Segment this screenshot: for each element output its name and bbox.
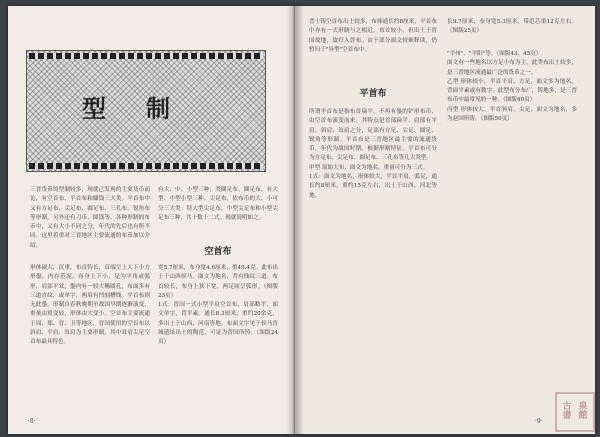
banner-bottom-border: [29, 163, 263, 169]
stamp-char: 古: [562, 402, 572, 412]
right-column-2-text: "平州"、"平阳"等。（图版43、45页） 面文有一些地名以方足小布为主，此类布出土较多，是三晋地区流通最广泛的货币之一。 乙型 形体较小，平首平肩，方足，面文多为地名，背面平素或有数字。此型布分布广，铸地多，是三晋布币中最常见的一种。（图版40页） 丙型 形体较大，平首斜肩，尖足，面文为地名，多为赵国所铸。（图版50页）: [447, 51, 577, 123]
column-1-text: 形体硕大，沉重，布首特长，首端呈上大下小方形銎，内存范泥，布身上下小，足为平角或弧形，肩部平耸，銎内有一较大椭圆孔，布面多有三道直纹，或单字，两肩有凹刻槽线。平首布则无此銎。形制自春秋晚期至战国早期逐渐演变，重量由重变轻，形体由大变小。空首布主要流通于周、郑、晋、卫等地区，晋国使用的空首布以斜肩、平肩、耸肩为主要形制，其中耸肩尖足空首布最具特色。: [30, 265, 150, 346]
top-paragraph: 晋土铸空首布出土较多，布体通长约8厘米，平首布中亦有一式形制与之相近，布首较小，但出土于晋国故地，故归入晋布。由于部分面文较难释读，仍暂归于"异型"空首布中。: [309, 19, 437, 53]
column-2-text: 宽5.7厘米，布身宽4.6厘米，重49.4克。此布出土于山西侯马，面文为地名，背有线纹三道。布首较长，布身上狭下宽，两足间呈弧形。（图版23页） 1式：晋国一式小型平肩空首布，肩部略平，面文单字，背平素。通长8.3厘米，重约20余克，多出土于山西、河南等地。布面文字见于侯马晋城遗址出土的陶范，可证为晋国所铸。（图版24页）: [158, 265, 278, 346]
page-number-left: ·8·: [28, 418, 36, 425]
section-heading: 空首布: [204, 247, 232, 257]
intro-paragraph: 三晋货币的型制较多，现就已发现的主要货币而论，有空首布、平首布和圜钱三大类。平首布中又有方足布、尖足布、圆足布、三孔布、锐角布等形制，另外还有刀币、圆钱等。各种形制的布币中，又有大小不同之分，年代的先后也有所不同。这里着重对三晋地区主要流通的布币加以介绍。: [30, 187, 150, 249]
left-page: [8, 6, 295, 434]
library-seal-stamp: [555, 392, 595, 432]
right-page: [295, 6, 595, 434]
section-heading-right: 平首布: [359, 89, 387, 99]
right-column-1-text: 所谓平首布是指布首扁平，不再有銎的铲形布币，由空首布演变而来。其特点是首部扁平，肩部有平肩、斜肩、耸肩之分，足部有方足、尖足、圆足、锐角等形制。平首布是三晋地区最主要的流通货币，年代为战国时期。根据形制特征，平首布可分为方足布、尖足布、圆足布、三孔布等几大类型。 甲型 原始大布，面文为地名，重量可分为三式。 1式：面文为地名，形体较大，平首平肩，弧足，通长约8厘米，重约15克左右，出土于山西、河北等地。: [309, 109, 437, 199]
chapter-title: 型制: [82, 94, 210, 123]
page-number-right: ·9·: [535, 418, 543, 425]
stamp-char: 泉: [578, 402, 588, 412]
stamp-char: 館: [578, 411, 588, 421]
banner-top-border: [29, 53, 263, 59]
intro-paragraph-right: 有大、中、小型三种；类圜足布，圜足布，有大型、中型小型三种。尖足布，依布币的大、小可分三大类：特大型尖足布，中型尖足布和小型尖足布三种，共十数十二式。现就说明如之。: [158, 187, 278, 221]
chapter-banner: [26, 50, 266, 172]
top-paragraph-right: 长9.7厘米，布身宽5.3厘米，带范芯重12克左右。（图版25页）: [447, 19, 577, 35]
stamp-char: 書: [562, 411, 572, 421]
